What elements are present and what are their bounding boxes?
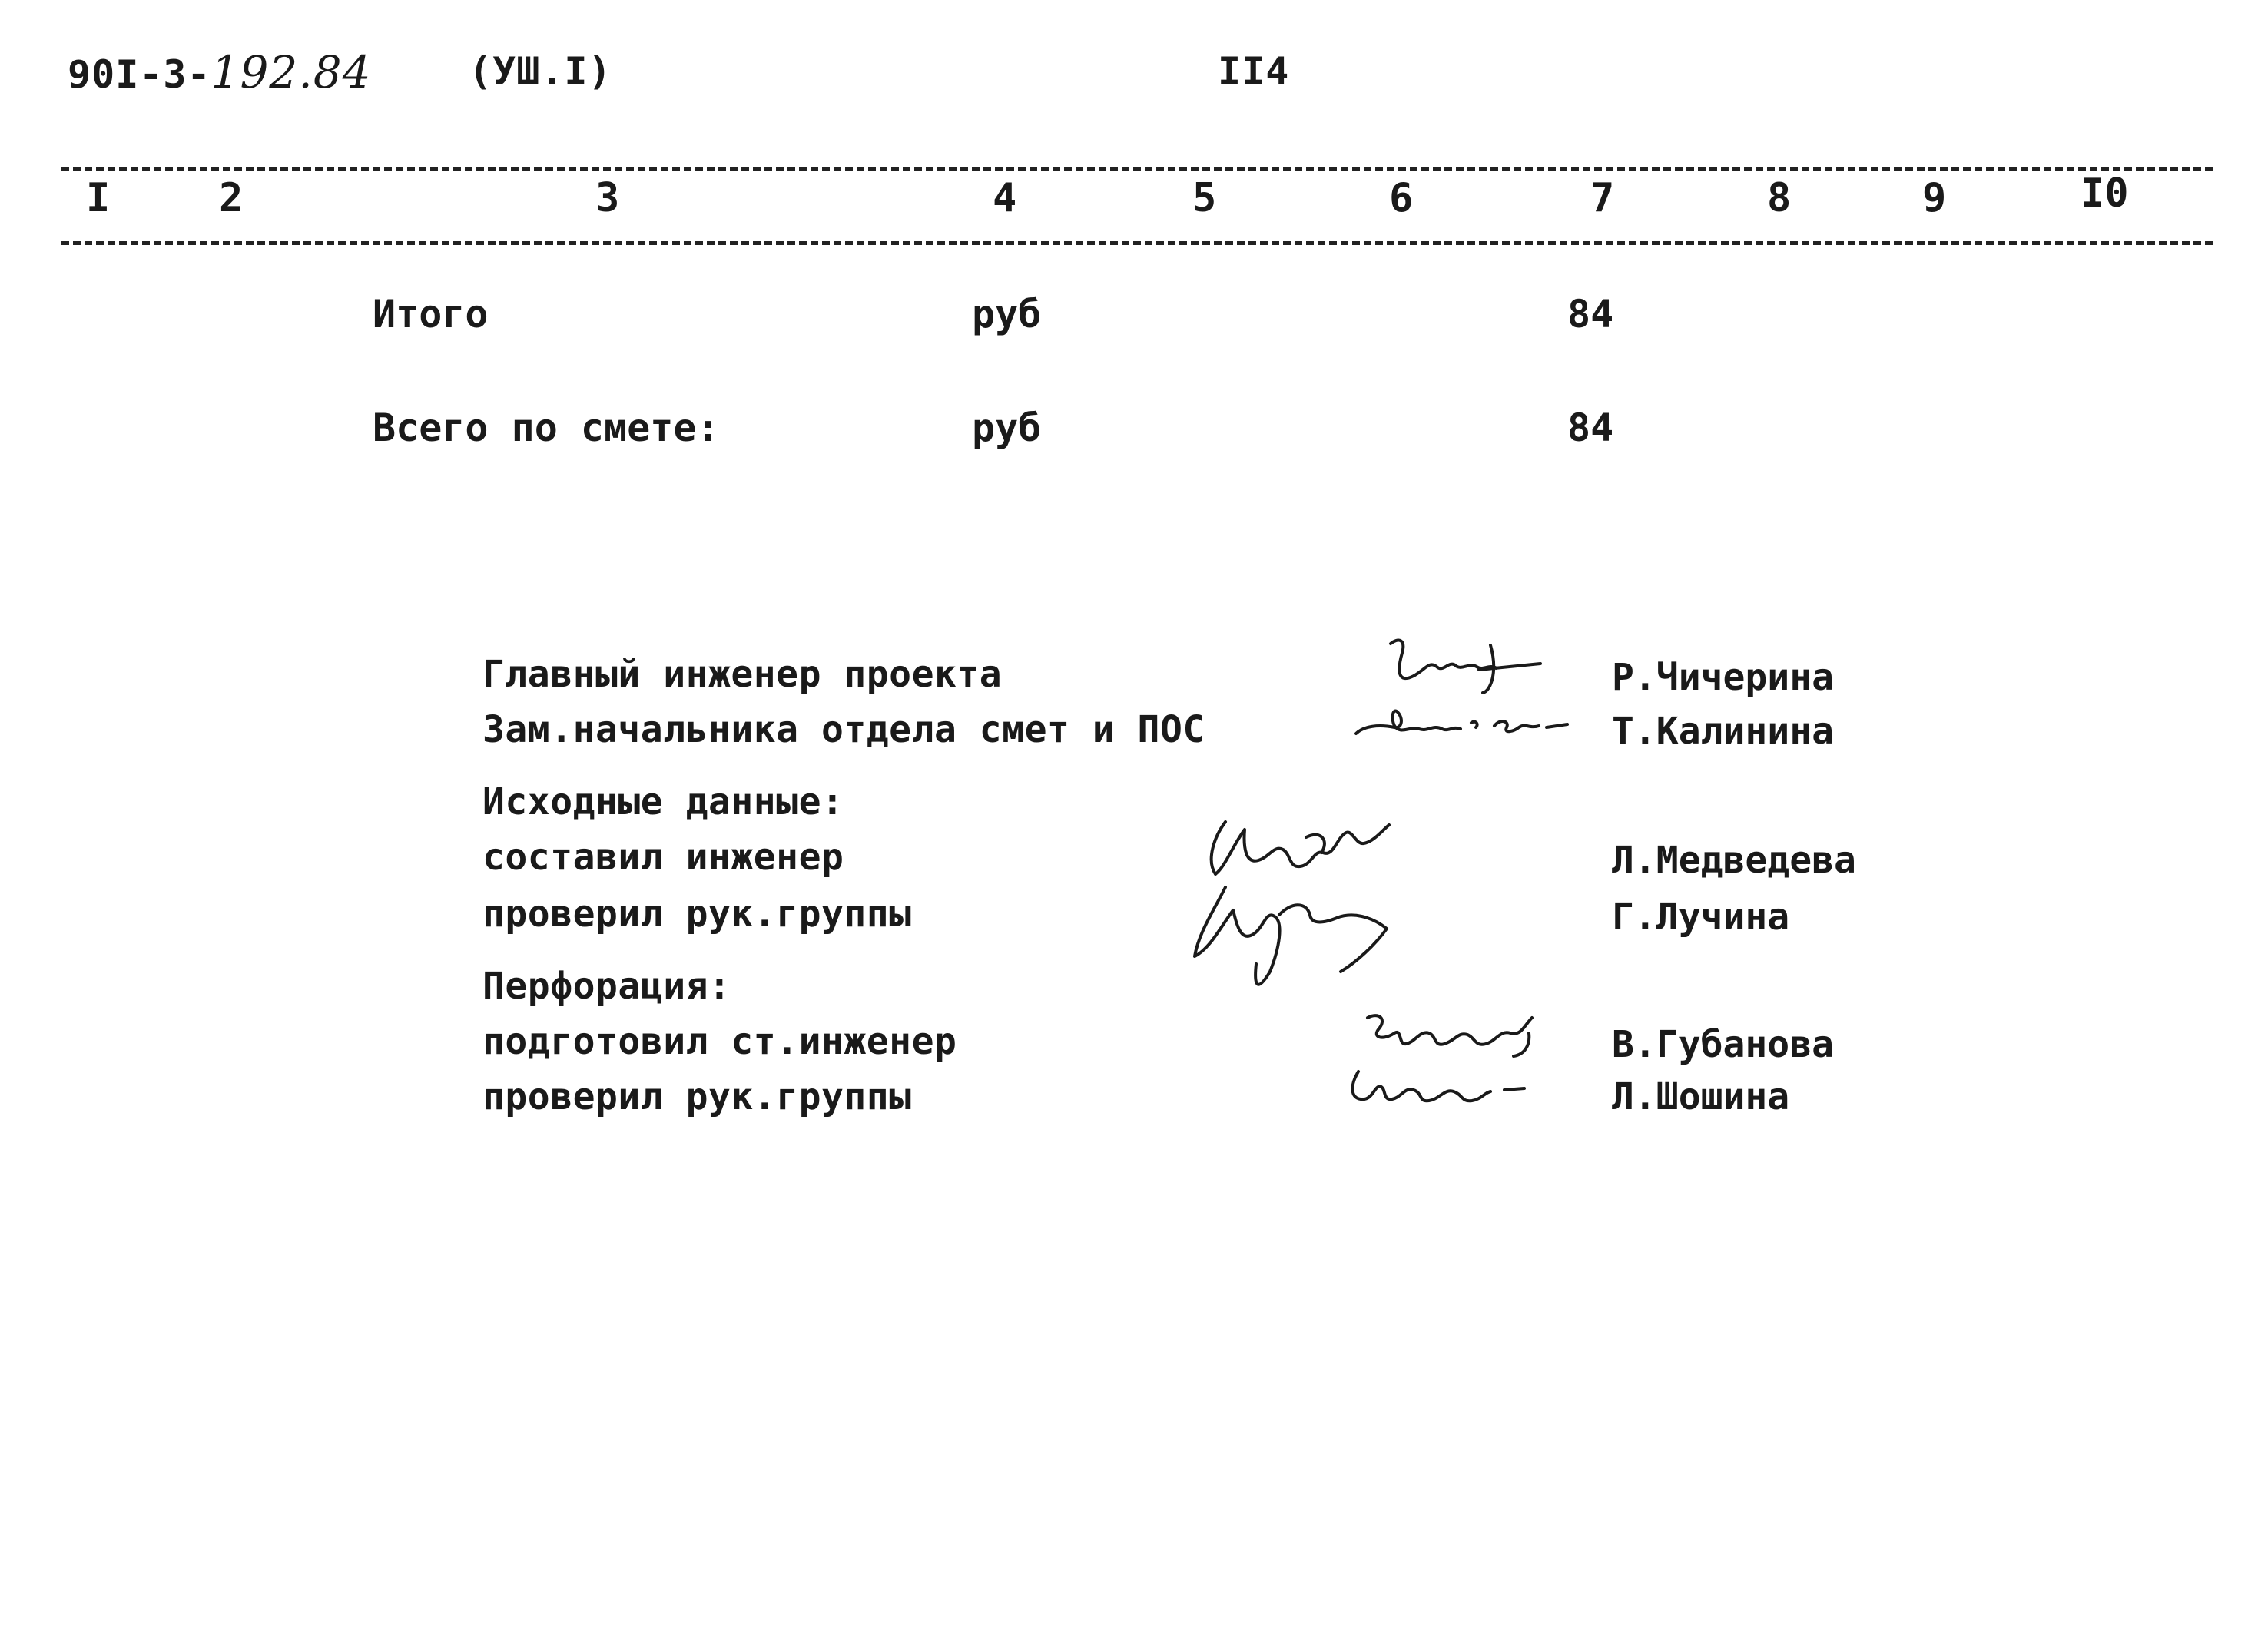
row-total-value: 84 (1567, 292, 1614, 336)
table-header-bottom-rule (61, 241, 2213, 245)
column-number-7: 7 (1590, 175, 1615, 221)
perforation-heading: Перфорация: (482, 965, 731, 1008)
document-code-handwritten: 192.84 (211, 46, 372, 98)
row-grand-total-value: 84 (1567, 406, 1614, 450)
row-total-unit: руб (972, 292, 1042, 336)
checked-2-signature (1343, 1056, 1543, 1110)
section-code: (УШ.I) (469, 49, 612, 94)
checked-2-title: проверил рук.группы (482, 1075, 912, 1118)
column-number-1: I (86, 175, 111, 221)
compiled-title: составил инженер (482, 836, 844, 879)
column-number-4: 4 (993, 175, 1017, 221)
compiled-name: Л.Медведева (1612, 839, 1856, 882)
prepared-title: подготовил ст.инженер (482, 1020, 957, 1063)
chief-engineer-title: Главный инженер проекта (482, 653, 1003, 696)
checked-2-name: Л.Шошина (1612, 1075, 1790, 1118)
column-number-8: 8 (1767, 175, 1792, 221)
row-total-label: Итого (373, 292, 489, 336)
deputy-head-name: Т.Калинина (1612, 710, 1834, 753)
page-number: II4 (1218, 49, 1290, 94)
column-number-5: 5 (1192, 175, 1217, 221)
prepared-name: В.Губанова (1612, 1023, 1834, 1066)
column-number-9: 9 (1922, 175, 1947, 221)
source-data-heading: Исходные данные: (482, 780, 844, 823)
document-code (68, 46, 372, 98)
table-top-rule (61, 167, 2213, 171)
row-grand-total-unit: руб (972, 406, 1042, 450)
column-number-2: 2 (219, 175, 244, 221)
checked-1-title: проверил рук.группы (482, 893, 912, 936)
deputy-head-signature (1348, 695, 1579, 749)
column-number-10: I0 (2081, 171, 2129, 217)
column-number-6: 6 (1389, 175, 1414, 221)
checked-1-name: Г.Лучина (1612, 896, 1790, 939)
column-number-3: 3 (595, 175, 620, 221)
chief-engineer-signature (1375, 630, 1552, 699)
prepared-signature (1360, 1002, 1560, 1056)
document-code-printed: 90I-3- (68, 52, 211, 97)
deputy-head-title: Зам.начальника отдела смет и ПОС (482, 708, 1205, 751)
chief-engineer-name: Р.Чичерина (1612, 656, 1834, 699)
checked-1-signature (1179, 872, 1425, 995)
row-grand-total-label: Всего по смете: (373, 406, 720, 450)
